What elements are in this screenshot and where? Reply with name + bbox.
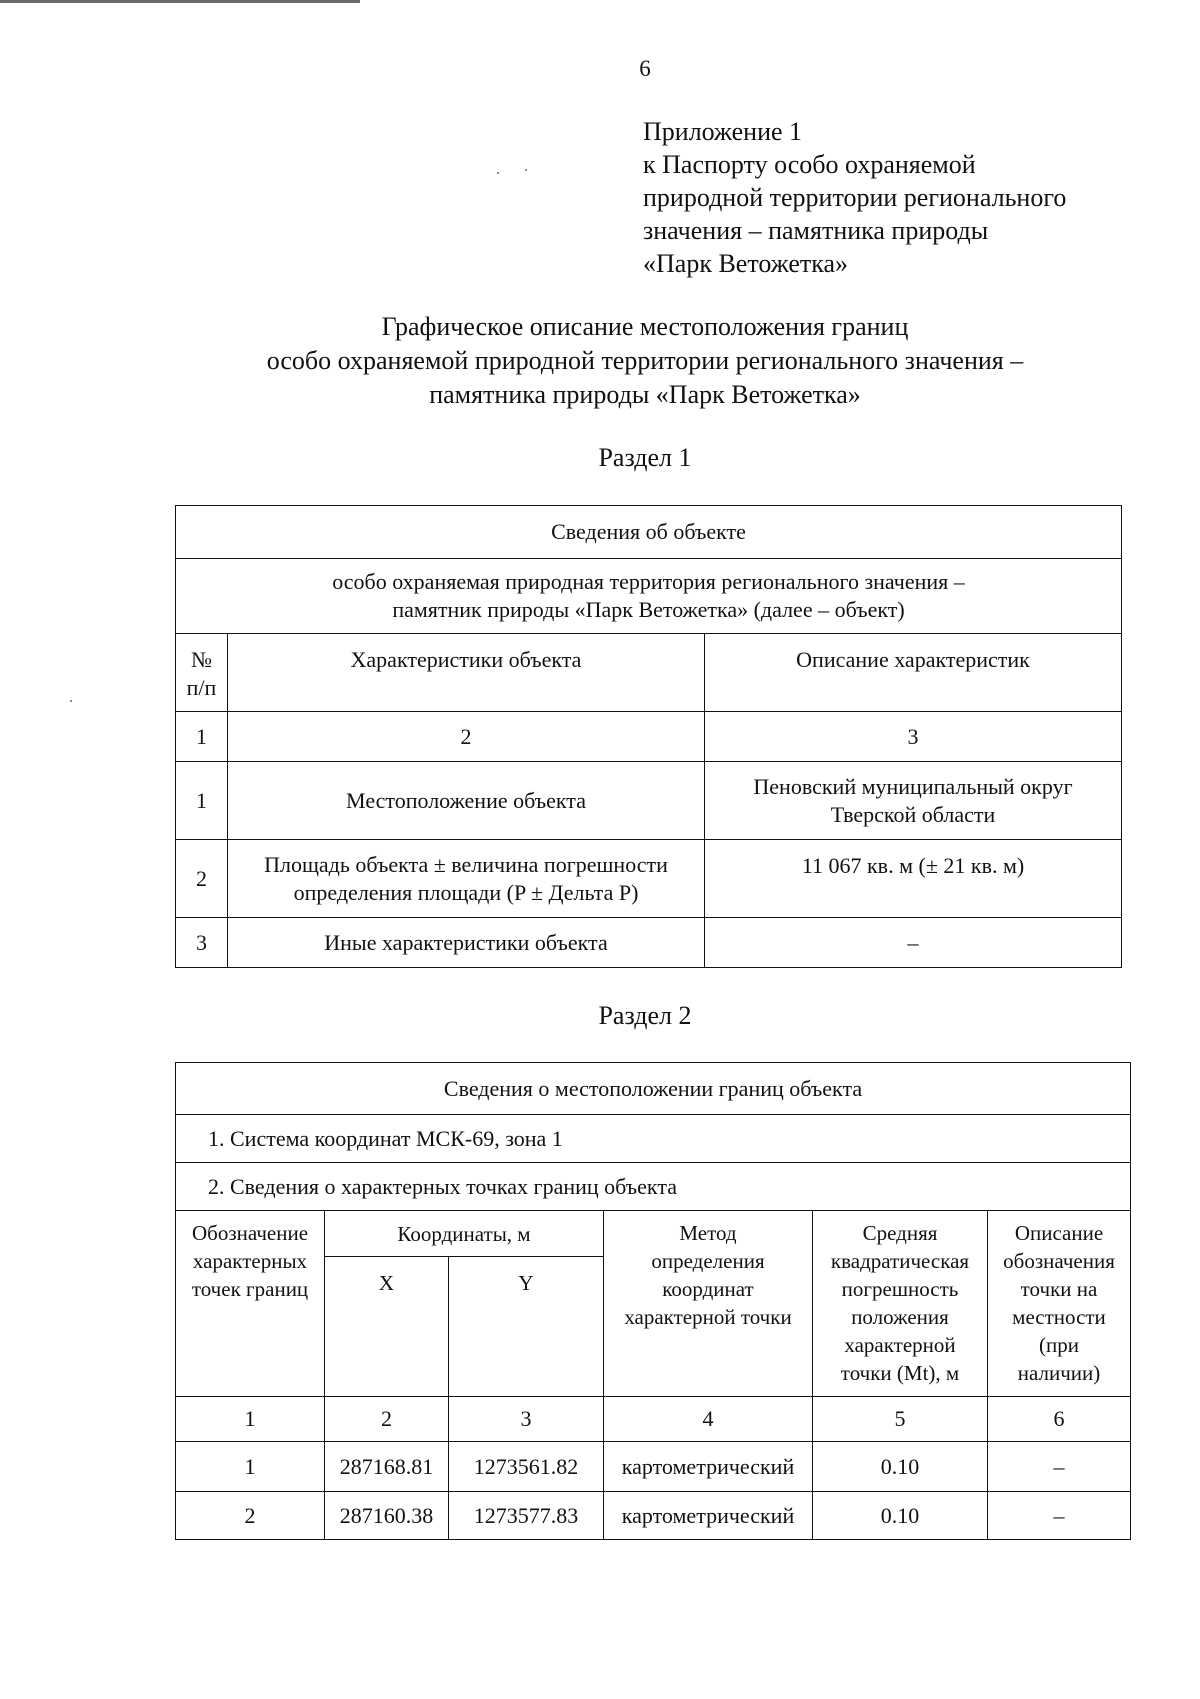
col-number: 1 bbox=[176, 1397, 325, 1442]
row-num: 3 bbox=[176, 918, 228, 968]
col-number: 3 bbox=[705, 712, 1122, 762]
header-num-line: № bbox=[191, 647, 212, 672]
header-line: координат bbox=[662, 1277, 754, 1301]
object-description bbox=[176, 559, 1122, 634]
table-title: Сведения о местоположении границ объекта bbox=[176, 1063, 1131, 1115]
points-info-title: 2. Сведения о характерных точках границ объекта bbox=[176, 1163, 1131, 1211]
header-method bbox=[604, 1211, 813, 1397]
point-method: картометрический bbox=[604, 1492, 813, 1540]
table-row bbox=[176, 1442, 1131, 1492]
table-row bbox=[176, 840, 1122, 918]
header-line: местности bbox=[1012, 1305, 1106, 1329]
row-num: 1 bbox=[176, 762, 228, 840]
col-number: 6 bbox=[988, 1397, 1131, 1442]
row-name: Иные характеристики объекта bbox=[228, 918, 705, 968]
appendix-line: к Паспорту особо охраняемой bbox=[643, 150, 976, 179]
header-line: (при bbox=[1039, 1333, 1079, 1357]
boundary-points-table bbox=[175, 1062, 1131, 1540]
header-num-line: п/п bbox=[186, 675, 217, 700]
appendix-line: «Парк Ветожетка» bbox=[643, 249, 849, 278]
header-designation bbox=[176, 1211, 325, 1397]
col-number: 2 bbox=[325, 1397, 449, 1442]
header-line: точки на bbox=[1020, 1277, 1098, 1301]
header-line: точки (Mt), м bbox=[840, 1361, 960, 1385]
header-location bbox=[988, 1211, 1131, 1397]
appendix-line: значения – памятника природы bbox=[643, 216, 989, 245]
appendix-note bbox=[643, 115, 1066, 280]
scan-speck bbox=[497, 172, 499, 174]
header-line: положения bbox=[851, 1305, 949, 1329]
header-error bbox=[813, 1211, 988, 1397]
header-y: Y bbox=[449, 1257, 604, 1397]
point-id: 1 bbox=[176, 1442, 325, 1492]
col-number: 5 bbox=[813, 1397, 988, 1442]
header-line: определения bbox=[651, 1249, 765, 1273]
row-value-line: Пеновский муниципальный округ bbox=[753, 773, 1073, 799]
scan-speck bbox=[525, 169, 527, 171]
page-number: 6 bbox=[639, 56, 651, 81]
header-line: Средняя bbox=[862, 1221, 938, 1245]
coordinate-system: 1. Система координат МСК-69, зона 1 bbox=[176, 1115, 1131, 1163]
table-title: Сведения об объекте bbox=[176, 506, 1122, 559]
point-method: картометрический bbox=[604, 1442, 813, 1492]
row-value: – bbox=[705, 918, 1122, 968]
header-line: Описание bbox=[1014, 1221, 1104, 1245]
document-title bbox=[0, 310, 1200, 412]
point-y: 1273561.82 bbox=[449, 1442, 604, 1492]
title-line: Графическое описание местоположения границ bbox=[381, 312, 909, 341]
row-name-line: определения площади (P ± Дельта P) bbox=[293, 879, 639, 905]
scan-artifact-line bbox=[0, 0, 360, 3]
appendix-line: Приложение 1 bbox=[643, 117, 803, 146]
header-x: X bbox=[325, 1257, 449, 1397]
point-description: – bbox=[988, 1492, 1131, 1540]
point-x: 287168.81 bbox=[325, 1442, 449, 1492]
header-characteristics: Характеристики объекта bbox=[228, 634, 705, 712]
title-line: особо охраняемой природной территории регионального значения – bbox=[266, 346, 1024, 375]
header-line: характерных bbox=[192, 1249, 308, 1273]
row-name-line: Площадь объекта ± величина погрешности bbox=[264, 851, 668, 877]
row-value-line: Тверской области bbox=[830, 801, 996, 827]
col-number: 1 bbox=[176, 712, 228, 762]
header-line: погрешность bbox=[841, 1277, 959, 1301]
table-row bbox=[176, 918, 1122, 968]
scan-speck bbox=[70, 700, 72, 702]
section2-heading: Раздел 2 bbox=[598, 1001, 692, 1030]
header-line: обозначения bbox=[1003, 1249, 1115, 1273]
table-row bbox=[176, 762, 1122, 840]
header-line: Обозначение bbox=[191, 1221, 309, 1245]
object-description-line: памятник природы «Парк Ветожетка» (далее – объект) bbox=[392, 597, 905, 622]
header-description: Описание характеристик bbox=[705, 634, 1122, 712]
table-row bbox=[176, 1492, 1131, 1540]
object-info-table bbox=[175, 505, 1122, 968]
point-x: 287160.38 bbox=[325, 1492, 449, 1540]
header-line: характерной точки bbox=[624, 1305, 792, 1329]
point-description: – bbox=[988, 1442, 1131, 1492]
object-description-line: особо охраняемая природная территория регионального значения – bbox=[332, 569, 965, 594]
row-name bbox=[228, 840, 705, 918]
header-line: квадратическая bbox=[830, 1249, 970, 1273]
header-num bbox=[176, 634, 228, 712]
point-error: 0.10 bbox=[813, 1492, 988, 1540]
col-number: 4 bbox=[604, 1397, 813, 1442]
point-y: 1273577.83 bbox=[449, 1492, 604, 1540]
appendix-line: природной территории регионального bbox=[643, 183, 1067, 212]
point-id: 2 bbox=[176, 1492, 325, 1540]
title-line: памятника природы «Парк Ветожетка» bbox=[429, 380, 861, 409]
header-line: наличии) bbox=[1017, 1361, 1101, 1385]
col-number: 3 bbox=[449, 1397, 604, 1442]
row-value bbox=[705, 762, 1122, 840]
header-coordinates: Координаты, м bbox=[325, 1211, 604, 1257]
header-line: точек границ bbox=[191, 1277, 309, 1301]
row-value: 11 067 кв. м (± 21 кв. м) bbox=[705, 840, 1122, 918]
section1-heading: Раздел 1 bbox=[598, 443, 692, 472]
row-name: Местоположение объекта bbox=[228, 762, 705, 840]
header-line: характерной bbox=[844, 1333, 956, 1357]
row-num: 2 bbox=[176, 840, 228, 918]
header-line: Метод bbox=[679, 1221, 737, 1245]
col-number: 2 bbox=[228, 712, 705, 762]
point-error: 0.10 bbox=[813, 1442, 988, 1492]
